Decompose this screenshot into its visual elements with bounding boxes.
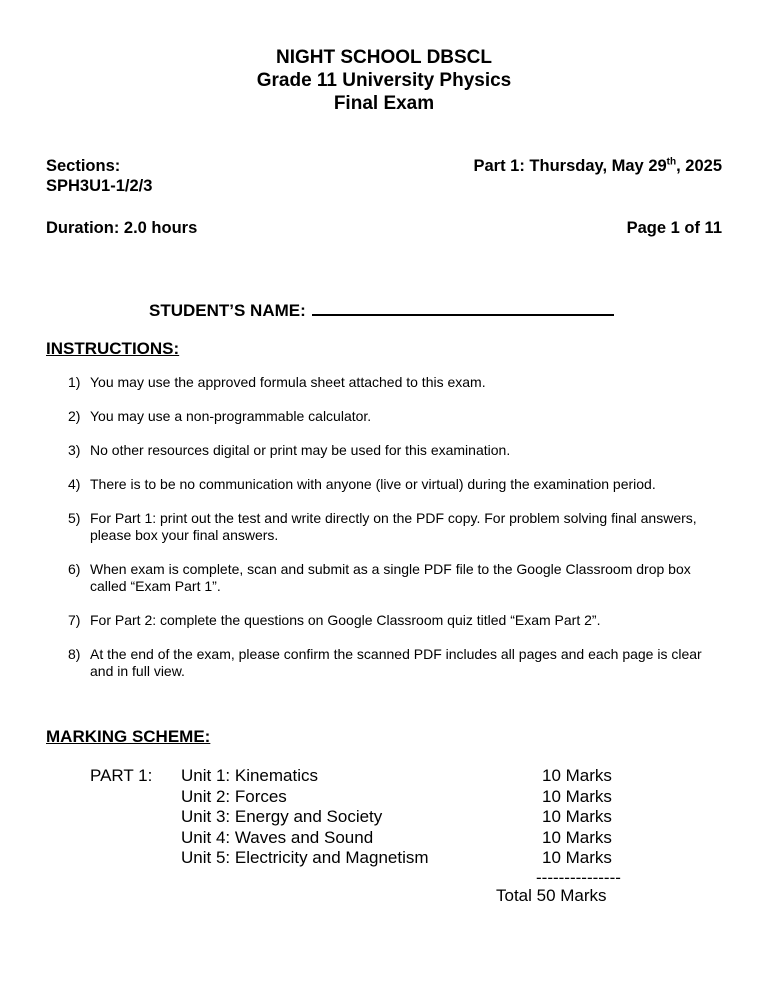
list-item — [68, 442, 728, 459]
item-text: You may use the approved formula sheet attached to this exam. — [90, 374, 486, 390]
item-text: For Part 2: complete the questions on Google Classroom quiz titled “Exam Part 2”. — [90, 612, 601, 628]
list-item — [68, 476, 728, 493]
unit-name: Unit 2: Forces — [181, 786, 287, 806]
list-item — [68, 612, 728, 629]
item-text: No other resources digital or print may be used for this examination. — [90, 442, 511, 458]
item-text: When exam is complete, scan and submit as a single PDF file to the Google Classroom drop box called “Exam Part 1”. — [90, 561, 691, 594]
course-title: Grade 11 University Physics — [256, 70, 512, 91]
student-name-label: STUDENT’S NAME: — [149, 301, 306, 320]
unit-name: Unit 5: Electricity and Magnetism — [181, 848, 429, 867]
list-item — [68, 374, 728, 391]
exam-date-ordinal: th — [666, 156, 677, 168]
item-text: There is to be no communication with anyone (live or virtual) during the examination period. — [90, 476, 656, 492]
item-number: 5) — [68, 510, 81, 526]
item-number: 1) — [68, 374, 81, 390]
unit-marks: 10 Marks — [542, 827, 612, 847]
student-name-row — [149, 298, 614, 321]
instructions-list — [68, 374, 728, 697]
list-item — [68, 510, 728, 544]
sections-label: Sections: — [46, 157, 121, 175]
total-divider: --------------- — [536, 867, 621, 887]
item-number: 8) — [68, 646, 81, 662]
item-text: At the end of the exam, please confirm the scanned PDF includes all pages and each page is clear and in full view. — [90, 646, 702, 679]
unit-marks: 10 Marks — [542, 766, 612, 785]
sections-block — [46, 156, 152, 196]
item-number: 2) — [68, 408, 81, 424]
unit-name: Unit 4: Waves and Sound — [181, 827, 374, 847]
unit-marks: 10 Marks — [542, 807, 612, 826]
instructions-heading: INSTRUCTIONS: — [46, 339, 180, 358]
list-item — [68, 408, 728, 425]
unit-marks: 10 Marks — [542, 786, 612, 806]
exam-header — [0, 46, 768, 115]
unit-name: Unit 1: Kinematics — [181, 766, 318, 785]
student-name-blank[interactable] — [312, 298, 614, 316]
list-item — [68, 646, 728, 680]
item-number: 3) — [68, 442, 81, 458]
exam-date-prefix: Part 1: Thursday, May 29 — [473, 157, 667, 175]
item-number: 4) — [68, 476, 81, 492]
marking-scheme-heading: MARKING SCHEME: — [46, 727, 211, 746]
total-marks: Total 50 Marks — [496, 885, 607, 905]
item-number: 7) — [68, 612, 81, 628]
item-text: You may use a non-programmable calculator. — [90, 408, 372, 424]
exam-date — [473, 156, 722, 176]
unit-name: Unit 3: Energy and Society — [181, 807, 383, 826]
page-number: Page 1 of 11 — [626, 219, 722, 237]
part-label: PART 1: — [90, 766, 153, 785]
item-number: 6) — [68, 561, 81, 577]
school-name: NIGHT SCHOOL DBSCL — [275, 47, 493, 68]
unit-marks: 10 Marks — [542, 848, 612, 867]
duration: Duration: 2.0 hours — [46, 219, 198, 237]
list-item — [68, 561, 728, 595]
item-text: For Part 1: print out the test and write directly on the PDF copy. For problem solving final answers, please box your final answers. — [90, 510, 697, 543]
sections-value: SPH3U1-1/2/3 — [46, 177, 153, 195]
exam-title: Final Exam — [333, 93, 435, 114]
exam-date-suffix: , 2025 — [676, 157, 722, 175]
